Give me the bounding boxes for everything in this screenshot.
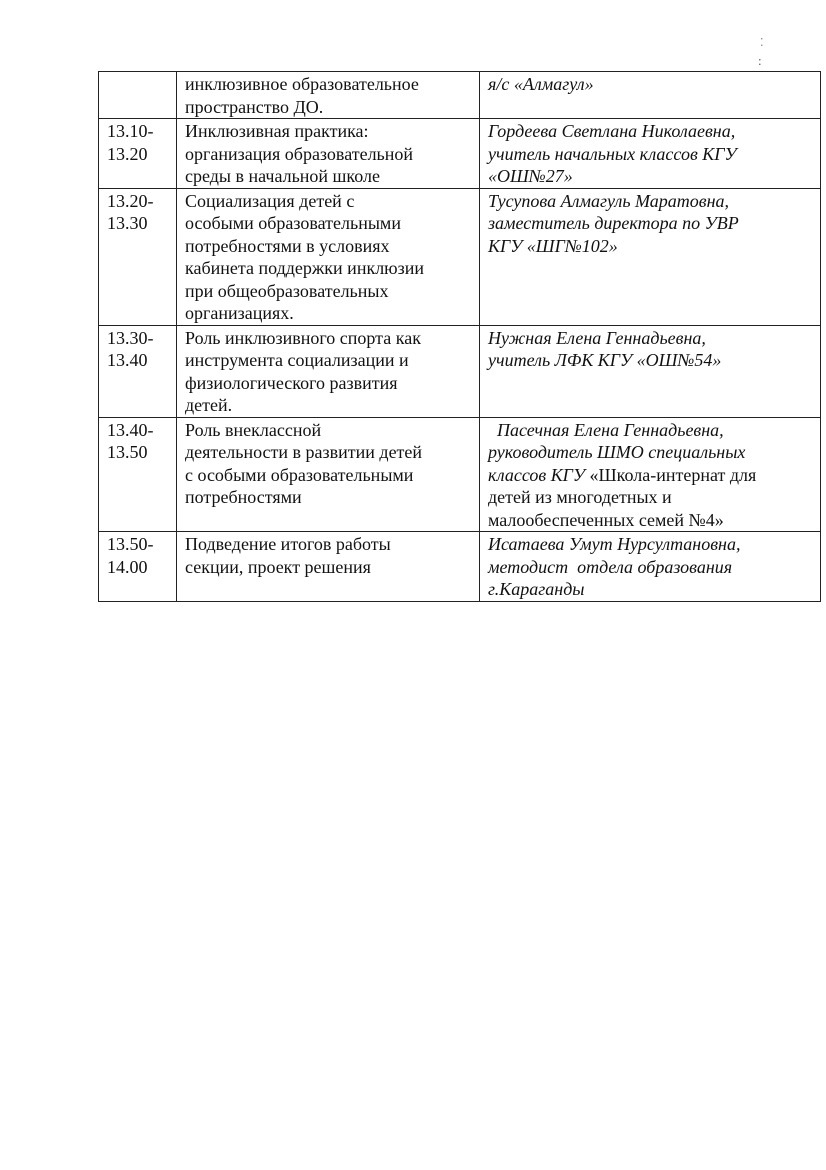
topic-line: с особыми образовательными <box>185 464 414 485</box>
topic-line: потребностями <box>185 487 302 507</box>
time-start: 13.50- <box>107 534 154 554</box>
speaker-line: я/с «Алмагул» <box>488 74 594 94</box>
time-start: 13.10- <box>107 121 154 141</box>
table-row <box>99 417 821 532</box>
topic-line: Подведение итогов работы <box>185 534 391 554</box>
speaker-line: Исатаева Умут Нурсултановна, <box>488 534 741 554</box>
table-row <box>99 532 821 602</box>
topic-line: секции, проект решения <box>185 556 371 577</box>
time-start: 13.30- <box>107 327 154 348</box>
speaker-line: «ОШ№27» <box>488 166 573 186</box>
speaker-cell <box>480 417 821 532</box>
speaker-line-plain: «Школа-интернат для <box>589 464 757 485</box>
topic-line: инструмента социализации и <box>185 350 409 370</box>
scan-speck: : <box>758 53 762 68</box>
speaker-cell <box>480 119 821 189</box>
speaker-line: заместитель директора по УВР <box>488 213 739 233</box>
speaker-line-italic: классов КГУ <box>488 464 590 485</box>
time-cell <box>99 532 177 602</box>
speaker-line: Нужная Елена Геннадьевна, <box>488 327 706 348</box>
speaker-line: г.Караганды <box>488 579 585 599</box>
speaker-line: руководитель ШМО специальных <box>488 442 746 462</box>
topic-cell <box>177 532 480 602</box>
speaker-line: учитель начальных классов КГУ <box>488 143 737 164</box>
speaker-line: малообеспеченных семей №4» <box>488 509 724 530</box>
speaker-line: Пасечная Елена Геннадьевна, <box>488 419 724 440</box>
topic-line: Инклюзивная практика: <box>185 121 369 141</box>
speaker-line: КГУ «ШГ№102» <box>488 235 618 256</box>
table-row <box>99 325 821 417</box>
speaker-cell <box>480 72 821 119</box>
topic-cell <box>177 72 480 119</box>
time-end: 13.20 <box>107 143 148 164</box>
time-end: 13.50 <box>107 442 148 462</box>
time-end: 14.00 <box>107 556 148 577</box>
topic-line: при общеобразовательных <box>185 280 389 301</box>
table-row <box>99 188 821 325</box>
topic-line: пространство ДО. <box>185 96 324 117</box>
topic-cell <box>177 188 480 325</box>
scan-speck: ⁚ <box>760 37 764 49</box>
speaker-cell <box>480 532 821 602</box>
schedule-table <box>98 71 821 602</box>
speaker-line: методист отдела образования <box>488 556 733 577</box>
time-start: 13.40- <box>107 419 154 440</box>
speaker-cell <box>480 188 821 325</box>
speaker-line: Тусупова Алмагуль Маратовна, <box>488 190 729 211</box>
time-cell <box>99 72 177 119</box>
speaker-line: учитель ЛФК КГУ «ОШ№54» <box>488 350 722 370</box>
time-cell <box>99 188 177 325</box>
topic-line: деятельности в развитии детей <box>185 442 423 462</box>
table-row <box>99 119 821 189</box>
topic-cell <box>177 119 480 189</box>
speaker-line: Гордеева Светлана Николаевна, <box>488 121 736 141</box>
speaker-line <box>488 464 816 487</box>
topic-line: организациях. <box>185 303 294 323</box>
topic-line: потребностями в условиях <box>185 235 390 256</box>
topic-line: физиологического развития <box>185 372 398 393</box>
topic-line: кабинета поддержки инклюзии <box>185 258 425 278</box>
topic-line: детей. <box>185 395 233 415</box>
topic-line: среды в начальной школе <box>185 166 380 186</box>
time-cell <box>99 119 177 189</box>
topic-line: инклюзивное образовательное <box>185 74 419 94</box>
speaker-cell <box>480 325 821 417</box>
table-row <box>99 72 821 119</box>
time-cell <box>99 325 177 417</box>
topic-line: Роль внеклассной <box>185 419 322 440</box>
speaker-line: детей из многодетных и <box>488 487 672 507</box>
time-cell <box>99 417 177 532</box>
time-end: 13.40 <box>107 350 148 370</box>
topic-cell <box>177 417 480 532</box>
topic-line: Роль инклюзивного спорта как <box>185 327 421 348</box>
topic-cell <box>177 325 480 417</box>
topic-line: Социализация детей с <box>185 190 355 211</box>
time-end: 13.30 <box>107 213 148 233</box>
topic-line: особыми образовательными <box>185 213 401 233</box>
time-start: 13.20- <box>107 190 154 211</box>
topic-line: организация образовательной <box>185 143 414 164</box>
